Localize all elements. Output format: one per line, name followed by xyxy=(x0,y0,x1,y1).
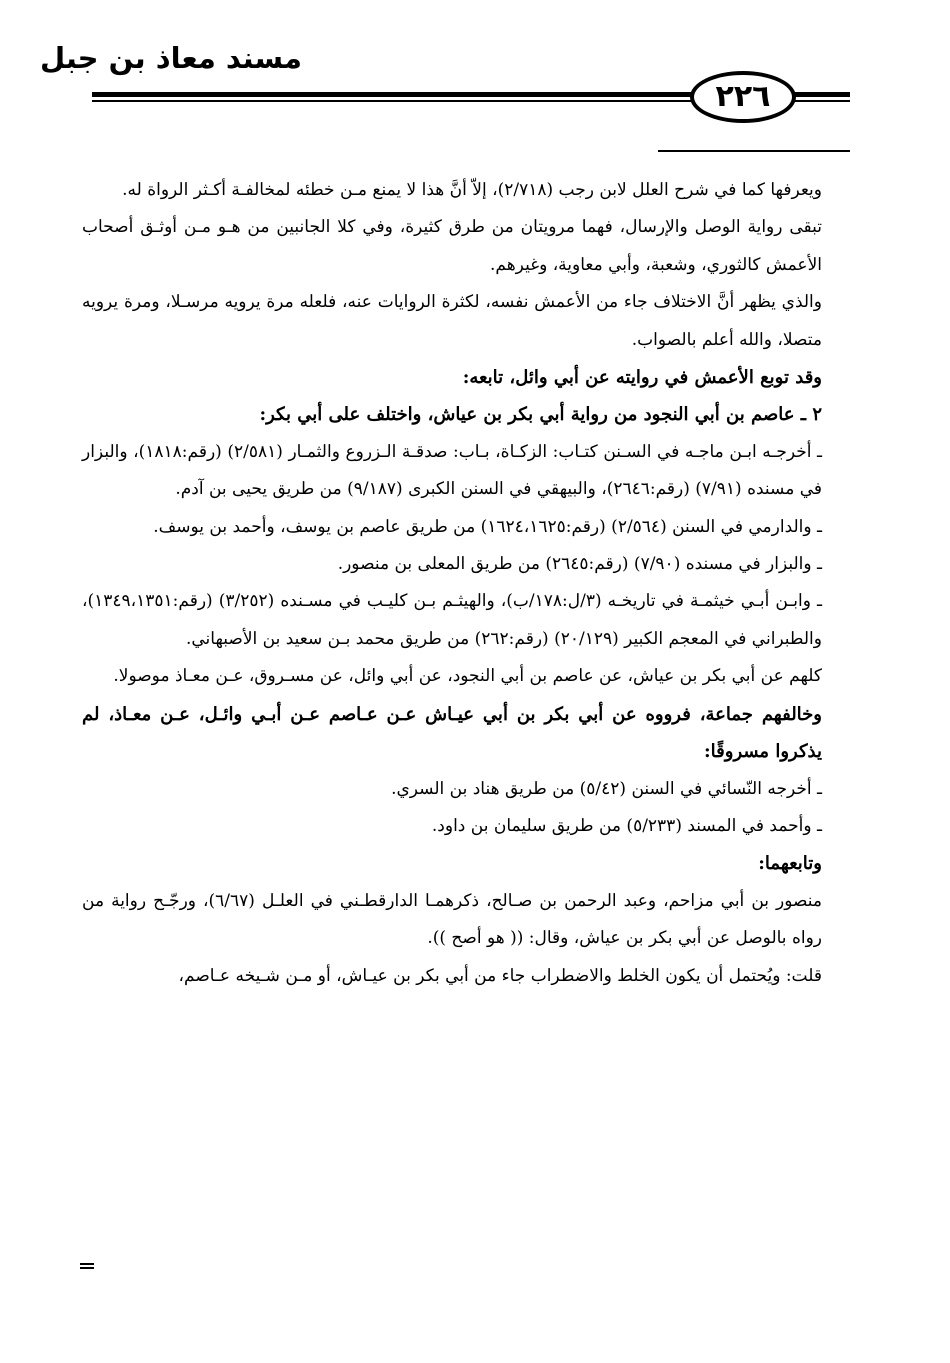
page-body xyxy=(82,172,822,995)
body-paragraph: ـ والبزار في مسنده (٧/٩٠) (رقم:٢٦٤٥) من طريق المعلى بن منصور. xyxy=(337,554,822,575)
body-paragraph: ـ وأحمد في المسند (٥/٢٣٣) من طريق سليمان بن داود. xyxy=(431,815,822,836)
heading-paragraph: وخالفهم جماعة، فرووه عن أبي بكر بن أبي عيـاش عـن عـاصم عـن أبـي وائـل، عـن معـاذ، لم يذكروا مسروقًا: xyxy=(82,703,822,763)
page-number-badge xyxy=(690,71,796,123)
heading-paragraph: وتابعهما: xyxy=(758,853,822,875)
header-underline xyxy=(658,150,850,152)
body-paragraph: ـ أخرجه النّسائي في السنن (٥/٤٢) من طريق هناد بن السري. xyxy=(391,778,822,799)
body-paragraph: ويعرفها كما في شرح العلل لابن رجب (٢/٧١٨)، إلاّ أنَّ هذا لا يمنع مـن خطئه لمخالفـة أكـثر الرواة له. xyxy=(122,180,822,200)
heading-paragraph: وقد توبع الأعمش في روايته عن أبي وائل، تابعه: xyxy=(462,367,822,389)
body-paragraph: والذي يظهر أنَّ الاختلاف جاء من الأعمش نفسه، لكثرة الروايات عنه، فلعله مرة يرويه مرسـلا، ومرة يرويه متصلا، والله أعلم بالصواب. xyxy=(82,292,822,350)
body-paragraph: منصور بن أبي مزاحم، وعبد الرحمن بن صـالح، ذكرهمـا الدارقطـني في العلـل (٦/٦٧)، ورجّـح رواية من رواه بالوصل عن أبي بكر بن عياش، وقال: (( هو أصح )). xyxy=(82,890,822,949)
heading-paragraph: ٢ ـ عاصم بن أبي النجود من رواية أبي بكر بن عياش، واختلف على أبي بكر: xyxy=(259,404,822,426)
book-title: مسند معاذ بن جبل xyxy=(39,41,302,75)
body-paragraph: قلت: ويُحتمل أن يكون الخلط والاضطراب جاء من أبي بكر بن عيـاش، أو مـن شـيخه عـاصم، xyxy=(178,965,822,986)
body-paragraph: ـ وابـن أبـي خيثمـة في تاريخـه (٣/ل:١٧٨/ب)، والهيثـم بـن كليـب في مسـنده (٣/٢٥٢) (رقم:١٣٤٩،١٣٥١)، والطبراني في المعجم الكبير (٢٠/١٢٩) (رقم:٢٦٢) من طريق محمد بـن سعيد بن الأصبهاني. xyxy=(82,591,823,649)
page-number: ٢٢٦ xyxy=(715,79,771,114)
body-paragraph: كلهم عن أبي بكر بن عياش، عن عاصم بن أبي النجود، عن أبي وائل، عن مسـروق، عـن معـاذ موصولا. xyxy=(113,666,822,687)
body-paragraph: ـ أخرجـه ابـن ماجـه في السـنن كتـاب: الزكـاة، بـاب: صدقـة الـزروع والثمـار (٢/٥٨١) (رقم:١٨١٨)، والبزار في مسنده (٧/٩١) (رقم:٢٦٤٦)، والبيهقي في السنن الكبرى (٩/١٨٧) من طريق يحيى بن آدم. xyxy=(82,441,823,500)
body-paragraph: تبقى رواية الوصل والإرسال، فهما مرويتان من طرق كثيرة، وفي كلا الجانبين من هـو مـن أوثـق أصحاب الأعمش كالثوري، وشعبة، وأبي معاوية، وغيرهم. xyxy=(82,217,822,275)
footnote-separator-mark xyxy=(80,1263,94,1271)
body-paragraph: ـ والدارمي في السنن (٢/٥٦٤) (رقم:١٦٢٤،١٦٢٥) من طريق عاصم بن يوسف، وأحمد بن يوسف. xyxy=(153,516,822,537)
page-header xyxy=(0,0,950,160)
